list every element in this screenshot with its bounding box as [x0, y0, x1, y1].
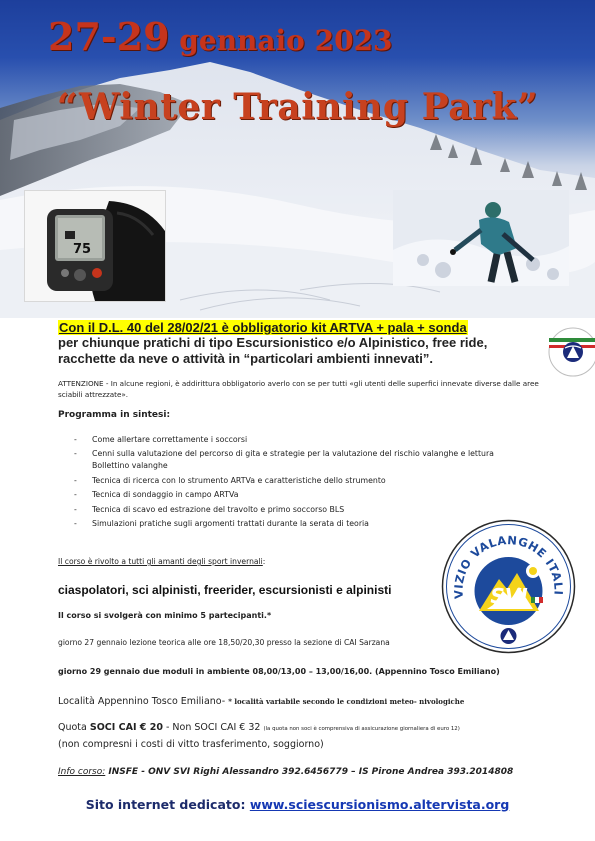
- location-main: Località Appennino Tosco Emiliano-: [58, 696, 229, 707]
- attention-note: ATTENZIONE - In alcune regioni, è addirittura obbligatorio averlo con se per tutti «gli utenti delle superfici innevate diverse dalle aree sciabili attrezzate».: [58, 379, 539, 399]
- svi-logo: [441, 519, 576, 654]
- fee-exclusions: (non compresni i costi di vitto trasferimento, soggiorno): [58, 739, 324, 750]
- mandatory-kit-scope: per chiunque pratichi di tipo Escursionistico e/o Alpinistico, free ride, racchette da neve o attività in “particolari ambienti innevati”.: [58, 335, 488, 366]
- cai-logo: [543, 318, 595, 380]
- website-line: [0, 797, 595, 812]
- svi-ring-text: VIZIO VALANGHE ITALI: [451, 533, 566, 600]
- avalanche-beacon-illustration: [25, 191, 165, 301]
- cai-emblem-icon: [543, 318, 595, 380]
- audience-intro-text: Il corso è rivolto a tutti gli amanti degli sport invernali: [58, 557, 263, 566]
- fee-fine-print: (la quota non soci è comprensiva di assicurazione giornaliera di euro 12): [263, 726, 460, 732]
- svi-center-text: SVI: [490, 584, 528, 608]
- fee-non-members: - Non SOCI CAI € 32: [162, 722, 264, 733]
- fee-prefix: Quota: [58, 722, 90, 733]
- list-item: - Cenni sulla valutazione del percorso di gita e strategie per la valutazione del rischio valanghe e lettura Bollettino valanghe: [74, 448, 524, 472]
- course-audience-intro: [58, 557, 265, 566]
- contacts-value: INSFE - ONV SVI Righi Alessandro 392.6456779 – IS Pirone Andrea 393.2014808: [105, 767, 514, 777]
- probing-climber-photo: [393, 190, 569, 286]
- event-title: “Winter Training Park”: [56, 86, 539, 128]
- fee-line: [58, 722, 460, 733]
- header-photo: [0, 0, 595, 318]
- list-item: - Come allertare correttamente i soccorsi: [74, 434, 524, 446]
- event-dates: [48, 14, 393, 59]
- fee-members: SOCI CAI € 20: [89, 722, 163, 733]
- highlighted-legal-text: Con il D.L. 40 del 28/02/21 è obbligatorio kit ARTVA + pala + sonda: [59, 320, 467, 335]
- contacts-label: Info corso:: [58, 767, 106, 777]
- program-heading: Programma in sintesi:: [58, 410, 171, 420]
- artva-device-photo: [24, 190, 166, 302]
- minimum-participants: Il corso si svolgerà con minimo 5 partecipanti.*: [58, 611, 272, 620]
- list-item: - Tecnica di ricerca con lo strumento ARTVa e caratteristiche dello strumento: [74, 475, 524, 487]
- event-days: 27-29: [48, 14, 170, 59]
- mandatory-kit-notice: [58, 320, 538, 335]
- website-link[interactable]: www.sciescursionismo.altervista.org: [249, 797, 510, 812]
- list-item: - Simulazioni pratiche sugli argomenti trattati durante la serata di teoria: [74, 518, 524, 530]
- servizio-valanghe-emblem-icon: [441, 519, 576, 654]
- audience-list: ciaspolatori, sci alpinisti, freerider, escursionisti e alpinisti: [58, 583, 392, 597]
- website-label: Sito internet dedicato:: [85, 797, 250, 812]
- list-item: - Tecnica di sondaggio in campo ARTVa: [74, 489, 524, 501]
- course-contacts: [58, 767, 513, 777]
- list-item: - Tecnica di scavo ed estrazione del travolto e primo soccorso BLS: [74, 504, 524, 516]
- schedule-day-27: giorno 27 gennaio lezione teorica alle ore 18,50/20,30 presso la sezione di CAI Sarzana: [58, 638, 390, 647]
- rescuer-in-snow-illustration: [393, 190, 569, 286]
- location-note: * località variabile secondo le condizioni meteo- nivologiche: [228, 697, 465, 706]
- device-screen-number: 75: [73, 242, 92, 257]
- event-month-year: gennaio 2023: [169, 24, 393, 57]
- schedule-day-29: giorno 29 gennaio due moduli in ambiente 08,00/13,00 – 13,00/16,00. (Appennino Tosco Emiliano): [58, 667, 500, 676]
- program-list: [74, 434, 524, 532]
- audience-intro-colon: :: [262, 557, 266, 566]
- location-line: [58, 696, 464, 707]
